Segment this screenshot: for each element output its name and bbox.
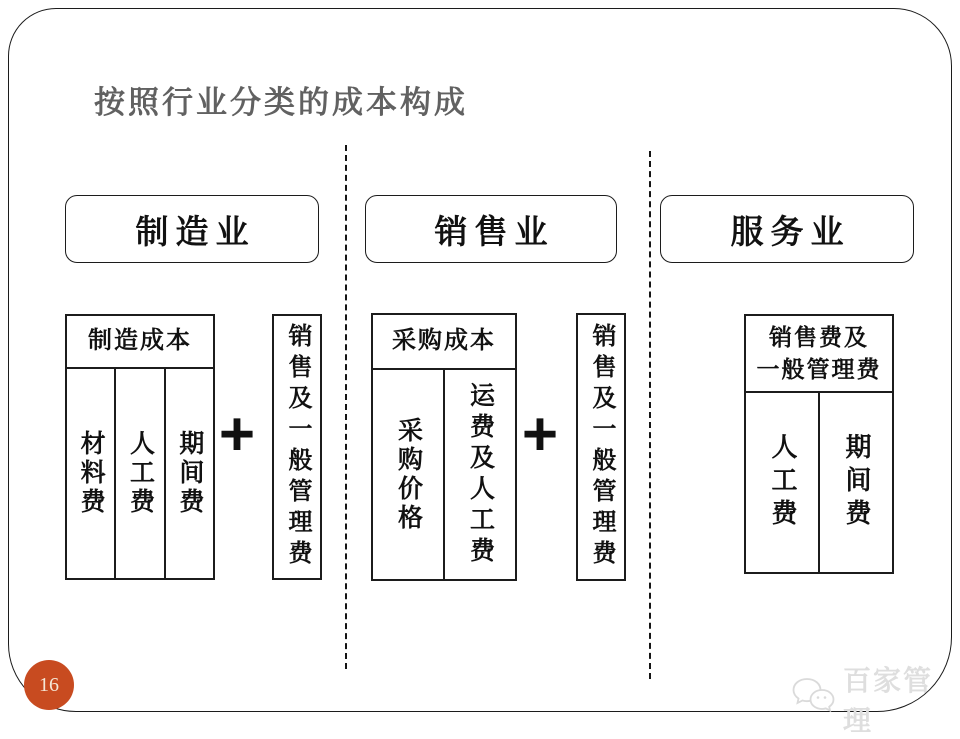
sga-box-sales: 销售及一般管理费 — [576, 313, 626, 581]
cost-table-header: 制造成本 — [67, 316, 213, 369]
slide-frame — [8, 8, 952, 737]
watermark-text: 百家管理 — [843, 666, 934, 737]
cost-cell: 期间费 — [818, 393, 892, 572]
cost-cell: 期间费 — [164, 369, 213, 578]
industry-label: 销售业 — [434, 214, 555, 251]
cost-table-body — [67, 369, 213, 578]
manufacturing-cost-table — [65, 314, 215, 580]
cost-table-header: 销售费及 一般管理费 — [746, 316, 892, 393]
industry-label: 服务业 — [730, 214, 851, 251]
wechat-bubbles-icon — [791, 676, 837, 723]
column-divider-2 — [649, 151, 651, 679]
cost-cell: 材料费 — [77, 430, 105, 517]
sga-box-manufacturing: 销售及一般管理费 — [272, 314, 322, 580]
slide-title: 按照行业分类的成本构成 — [94, 85, 468, 120]
plus-sign: + — [218, 400, 256, 469]
cost-cell: 人工费 — [768, 433, 797, 532]
procurement-cost-table — [371, 313, 517, 581]
column-divider-1 — [345, 145, 347, 669]
cost-cell: 人工费 — [114, 369, 163, 578]
cost-table-body — [746, 393, 892, 572]
watermark — [791, 659, 951, 739]
industry-box-sales — [365, 195, 617, 263]
industry-box-service — [660, 195, 914, 263]
cost-cell: 运费及人工费 — [443, 370, 515, 579]
cost-table-body — [373, 370, 515, 579]
cost-table-header: 采购成本 — [373, 315, 515, 370]
service-cost-table — [744, 314, 894, 574]
page-number-badge — [24, 660, 74, 710]
industry-label: 制造业 — [135, 214, 256, 251]
industry-box-manufacturing — [65, 195, 319, 263]
cost-cell: 采购价格 — [394, 416, 422, 533]
plus-sign: + — [521, 400, 559, 469]
page-number: 16 — [39, 673, 59, 696]
